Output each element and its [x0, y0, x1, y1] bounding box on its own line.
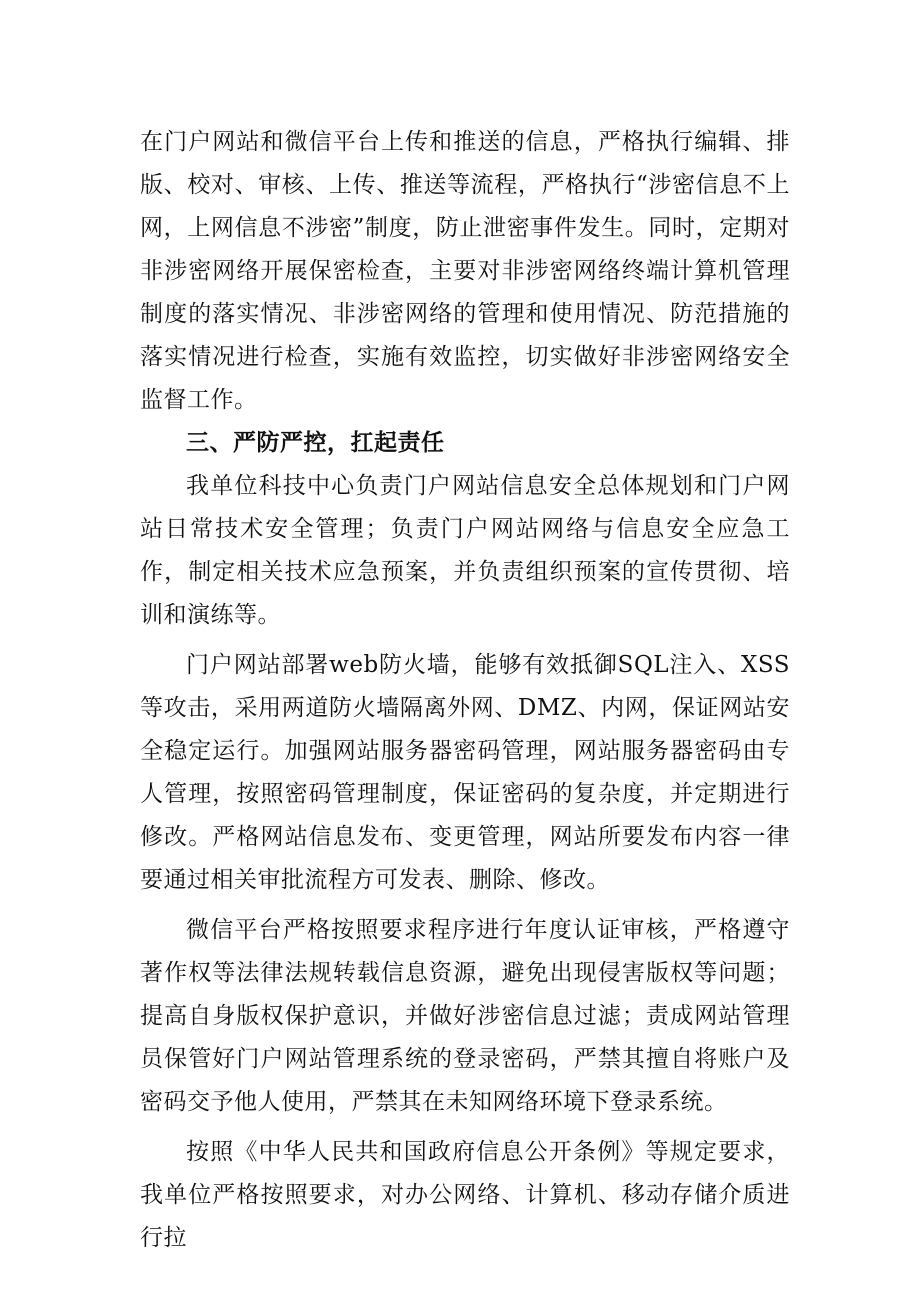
paragraph: 微信平台严格按照要求程序进行年度认证审核，严格遵守著作权等法律法规转载信息资源，避免出现侵害版权等问题；提高自身版权保护意识，并做好涉密信息过滤；责成网站管理员保管好门户网站管理系统的登录密码，严禁其擅自将账户及密码交予他人使用，严禁其在未知网络环境下登录系统。	[140, 917, 790, 1115]
paragraph-continued: 在门户网站和微信平台上传和推送的信息，严格执行编辑、排版、校对、审核、上传、推送等流程，严格执行“涉密信息不上网，上网信息不涉密”制度，防止泄密事件发生。同时，定期对非涉密网络开展保密检查，主要对非涉密网络终端计算机管理制度的落实情况、非涉密网络的管理和使用情况、防范措施的落实情况进行检查，实施有效监控，切实做好非涉密网络安全监督工作。	[140, 129, 790, 413]
document-body	[140, 121, 790, 1260]
section-heading: 三、严防严控，扛起责任	[186, 430, 445, 456]
paragraph: 我单位科技中心负责门户网站信息安全总体规划和门户网站日常技术安全管理；负责门户网站网络与信息安全应急工作，制定相关技术应急预案，并负责组织预案的宣传贯彻、培训和演练等。	[140, 473, 790, 628]
paragraph: 按照《中华人民共和国政府信息公开条例》等规定要求，我单位严格按照要求，对办公网络、计算机、移动存储介质进行拉	[140, 1139, 790, 1251]
paragraph: 门户网站部署web防火墙，能够有效抵御SQL注入、XSS等攻击，采用两道防火墙隔离外网、DMZ、内网，保证网站安全稳定运行。加强网站服务器密码管理，网站服务器密码由专人管理，按照密码管理制度，保证密码的复杂度，并定期进行修改。严格网站信息发布、变更管理，网站所要发布内容一律要通过相关审批流程方可发表、删除、修改。	[140, 652, 790, 893]
